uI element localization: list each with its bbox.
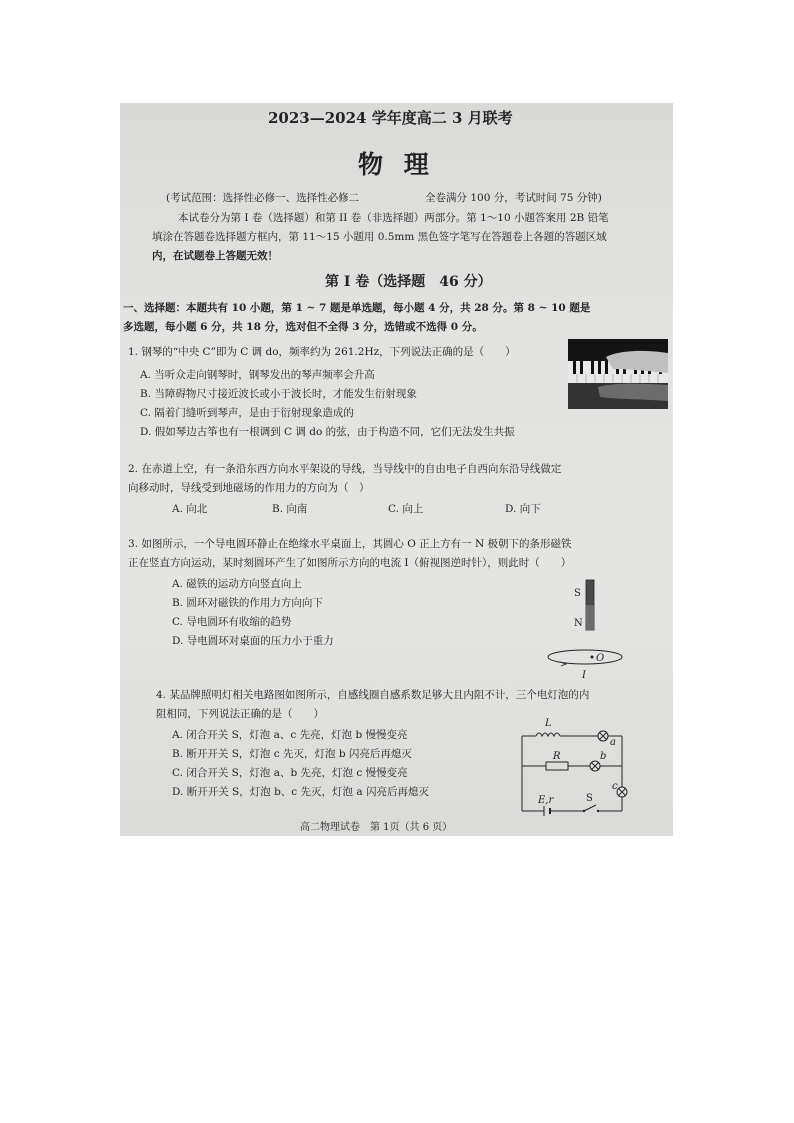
- question-2-option-c: C. 向上: [388, 503, 424, 515]
- question-2-option-a: A. 向北: [172, 503, 208, 515]
- subject-title: 物 理: [358, 150, 435, 179]
- question-4-stem-line-1: 4. 某品牌照明灯相关电路图如图所示，自感线圈自感系数足够大且内阻不计，三个电灯泡的内: [156, 689, 590, 701]
- resistor-label: R: [553, 751, 561, 762]
- question-4-option-b: B. 断开开关 S，灯泡 c 先灭，灯泡 b 闪亮后再熄灭: [172, 748, 412, 760]
- question-1-option-b: B. 当障碍物尺寸接近波长或小于波长时，才能发生衍射现象: [140, 388, 417, 400]
- section-desc-line-1: 一、选择题：本题共有 10 小题，第 1 ~ 7 题是单选题，每小题 4 分，共 28 分。第 8 ~ 10 题是: [123, 302, 591, 314]
- intro-line-2: 填涂在答题卷选择题方框内，第 11～15 小题用 0.5mm 黑色签字笔写在答题卷上各题的答题区域: [152, 231, 607, 243]
- conductive-ring: [548, 650, 622, 664]
- question-1-option-d: D. 假如琴边古筝也有一根调到 C 调 do 的弦，由于构造不同，它们无法发生共振: [140, 426, 515, 438]
- question-2-option-d: D. 向下: [505, 503, 541, 515]
- magnet-n-label: N: [574, 618, 583, 629]
- question-1-option-c: C. 隔着门缝听到琴声，是由于衍射现象造成的: [140, 407, 354, 419]
- section-title: 第 I 卷（选择题 46 分）: [325, 274, 492, 290]
- exam-score-time: 全卷满分 100 分，考试时间 75 分钟): [425, 192, 602, 204]
- question-1-option-a: A. 当听众走向钢琴时，钢琴发出的琴声频率会升高: [140, 369, 375, 381]
- question-3-option-c: C. 导电圆环有收缩的趋势: [172, 616, 292, 628]
- center-o-label: O: [596, 653, 605, 664]
- question-3-option-a: A. 磁铁的运动方向竖直向上: [172, 578, 302, 590]
- current-i-label: I: [582, 670, 586, 681]
- piano-photo: [568, 339, 668, 409]
- intro-line-3: 内，在试题卷上答题无效！: [152, 250, 278, 262]
- exam-header-title: 2023—2024 学年度高二 3 月联考: [268, 109, 513, 127]
- magnet-s-label: S: [574, 588, 581, 599]
- battery-label: E,r: [538, 795, 554, 806]
- switch-blade: [584, 805, 596, 811]
- question-4-stem-line-2: 阻相同，下列说法正确的是（ ）: [156, 708, 324, 720]
- lamp-b: [590, 761, 600, 771]
- lamp-a: [598, 731, 608, 741]
- section-desc-line-2: 多选题，每小题 6 分，共 18 分，选对但不全得 3 分，选错或不选得 0 分。: [123, 321, 483, 333]
- question-3-stem-line-2: 正在竖直方向运动，某时刻圆环产生了如图所示方向的电流 I（俯视图逆时针），则此时（ ）: [128, 557, 572, 569]
- question-2-option-b: B. 向南: [272, 503, 308, 515]
- question-4-option-c: C. 闭合开关 S，灯泡 a、b 先亮，灯泡 c 慢慢变亮: [172, 767, 408, 779]
- lamp-c: [617, 787, 627, 797]
- question-3-option-b: B. 圆环对磁铁的作用力方向向下: [172, 597, 323, 609]
- photographed-exam-page: [120, 103, 673, 836]
- inductor-coil: [536, 733, 560, 736]
- switch-label: S: [586, 793, 593, 804]
- question-4-option-d: D. 断开开关 S，灯泡 b、c 先灭，灯泡 a 闪亮后再熄灭: [172, 786, 429, 798]
- magnet-ring-figure: [540, 578, 640, 683]
- question-3-option-d: D. 导电圆环对桌面的压力小于重力: [172, 635, 334, 647]
- question-2-stem-line-2: 向移动时，导线受到地磁场的作用力的方向为（ ）: [128, 482, 370, 494]
- resistor: [546, 762, 568, 770]
- lamp-a-label: a: [610, 737, 616, 748]
- intro-line-1: 本试卷分为第 I 卷（选择题）和第 II 卷（非选择题）两部分。第 1～10 小题答案用 2B 铅笔: [178, 212, 609, 224]
- page-footer: 高二物理试卷 第 1页（共 6 页）: [300, 822, 453, 833]
- question-3-stem-line-1: 3. 如图所示，一个导电圆环静止在绝缘水平桌面上，其圆心 O 正上方有一 N 极朝下的条形磁铁: [128, 538, 572, 550]
- inductor-label: L: [545, 718, 552, 729]
- question-4-option-a: A. 闭合开关 S，灯泡 a、c 先亮，灯泡 b 慢慢变亮: [172, 729, 408, 741]
- question-1-stem: 1. 钢琴的“中央 C”即为 C 调 do，频率约为 261.2Hz，下列说法正确的是（ ）: [128, 346, 516, 358]
- question-2-stem-line-1: 2. 在赤道上空，有一条沿东西方向水平架设的导线，当导线中的自由电子自西向东沿导线做定: [128, 463, 562, 475]
- exam-scope: (考试范围：选择性必修一、选择性必修二: [166, 192, 360, 204]
- lamp-c-label: c: [612, 781, 618, 792]
- circuit-diagram: [518, 711, 636, 821]
- lamp-b-label: b: [600, 751, 607, 762]
